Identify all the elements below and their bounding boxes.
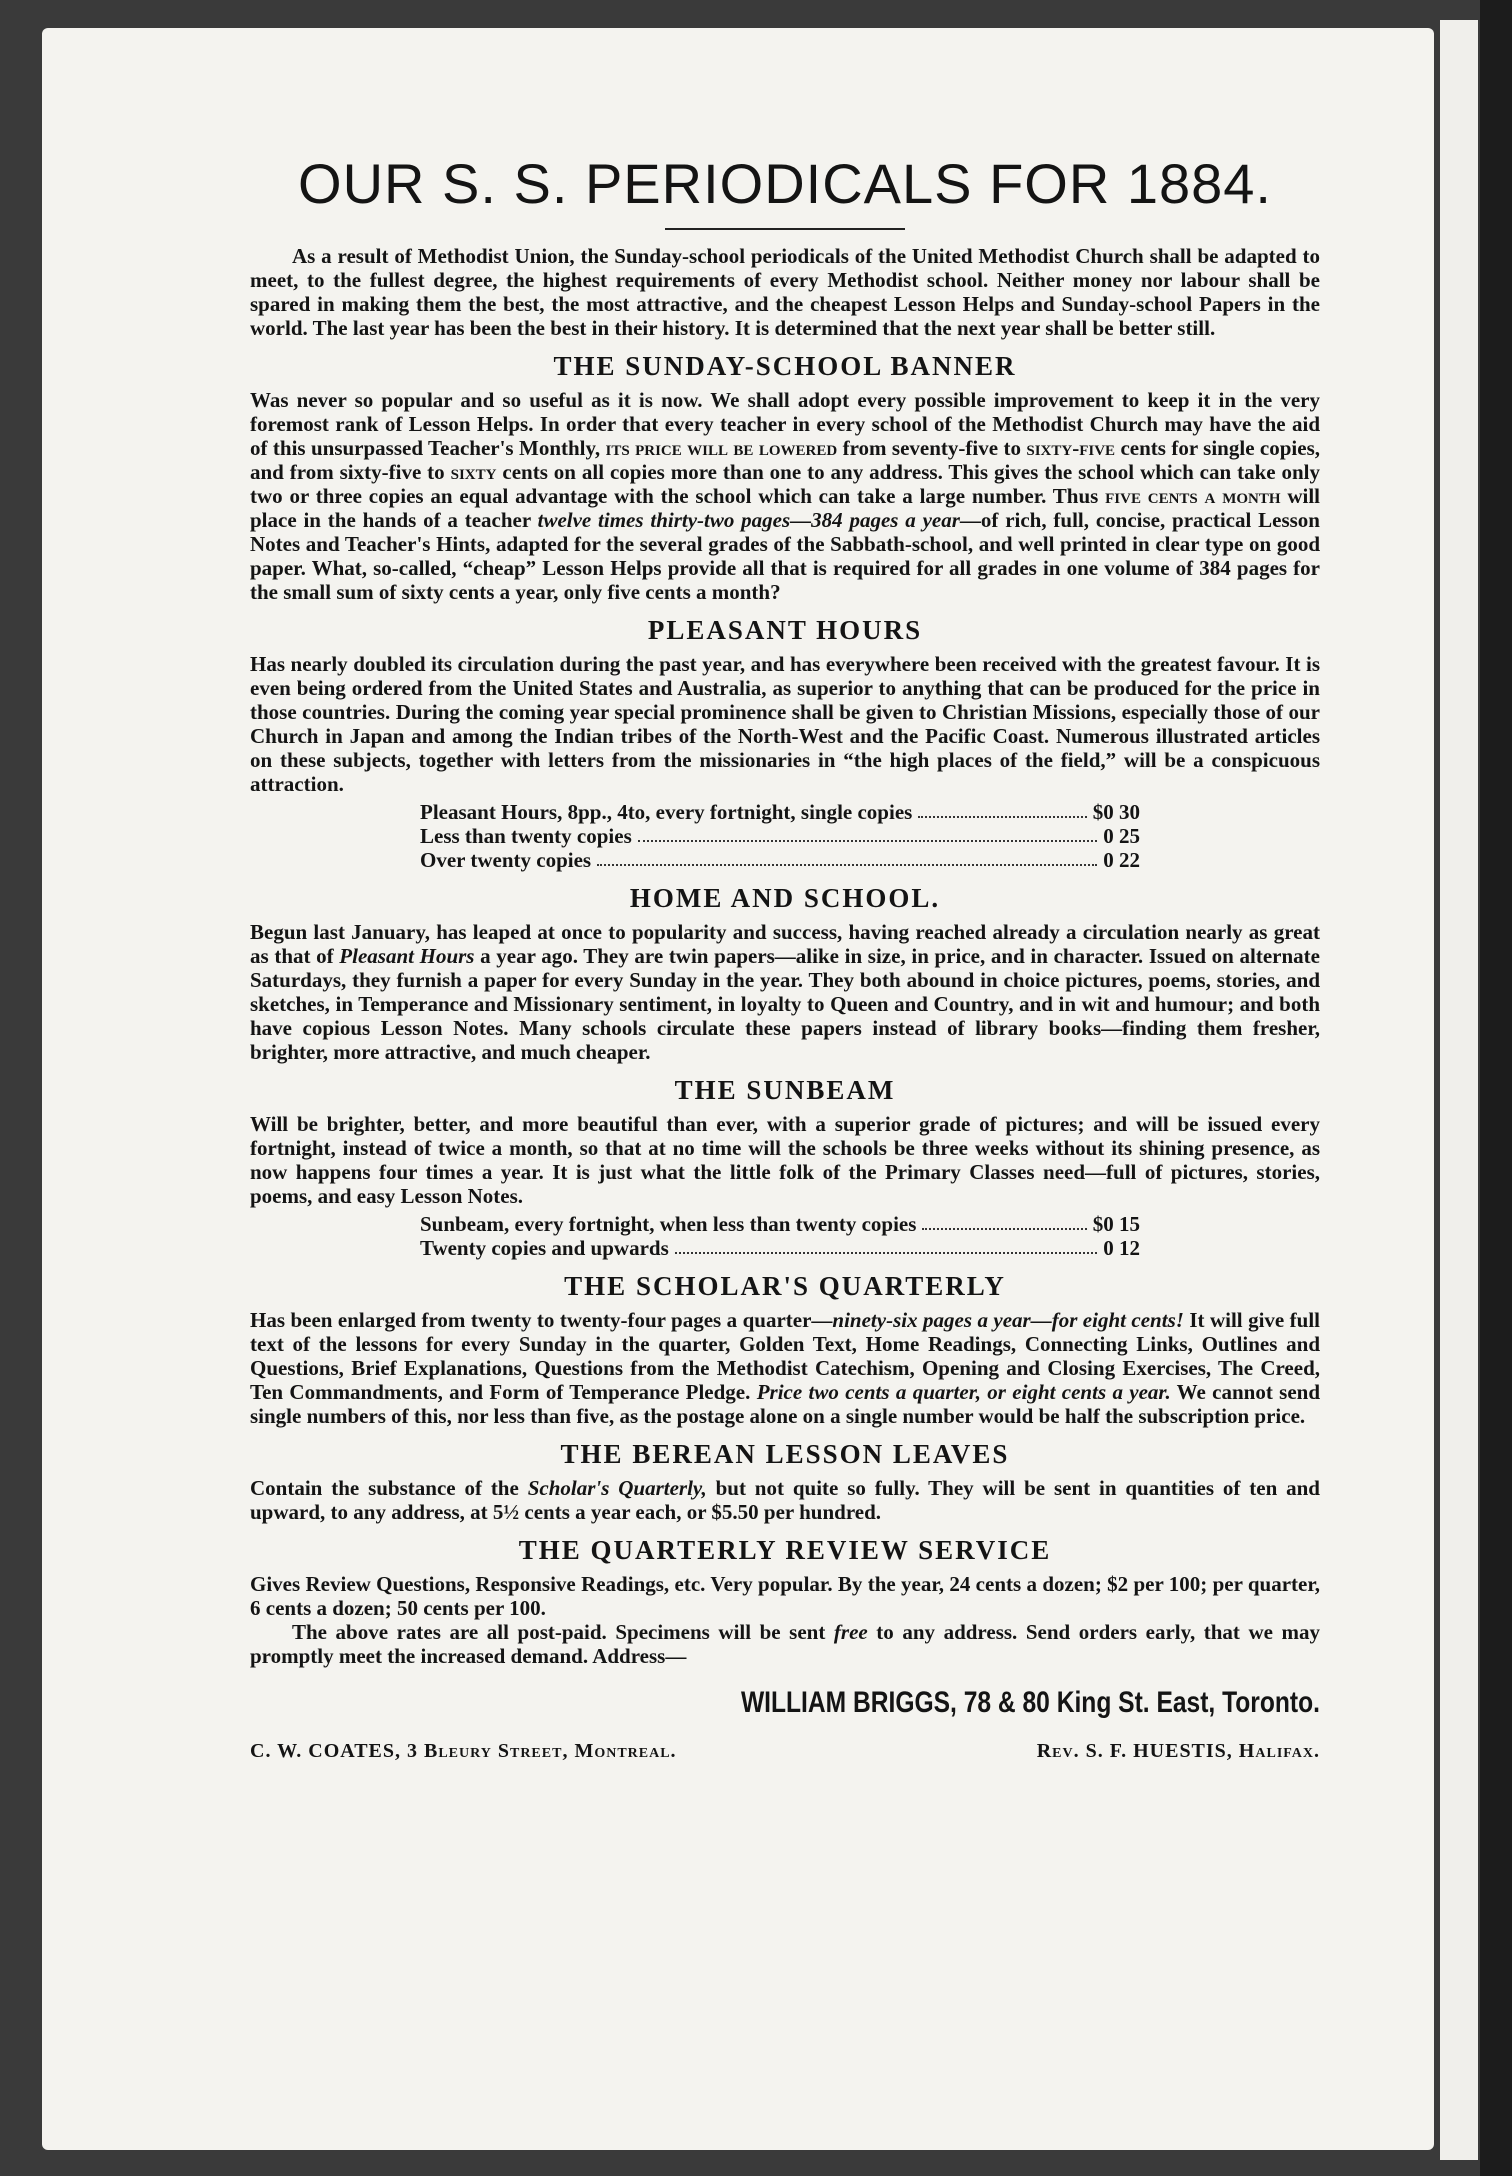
publisher-address: WILLIAM BRIGGS, 78 & 80 King St. East, Toronto. — [740, 1686, 1320, 1719]
sunbeam-price-table — [420, 1212, 1140, 1260]
page-spine — [1440, 20, 1478, 2160]
heading-quarterly-review-service: THE QUARTERLY REVIEW SERVICE — [518, 1535, 1052, 1565]
scan-edge — [1480, 0, 1512, 2176]
price-row: Twenty copies and upwards 0 12 — [420, 1236, 1140, 1260]
heading-berean-lesson-leaves: THE BEREAN LESSON LEAVES — [560, 1439, 1010, 1469]
heading-sunbeam: THE SUNBEAM — [674, 1075, 896, 1105]
price-row: Pleasant Hours, 8pp., 4to, every fortnight, single copies $0 30 — [420, 800, 1140, 824]
berean-paragraph: Contain the substance of the Scholar's Quarterly, but not quite so fully. They will be sent in quantities of ten and upward, to any address, at 5½ cents a year each, or $5.50 per hundred. — [250, 1476, 1320, 1524]
heading-scholars-quarterly: THE SCHOLAR'S QUARTERLY — [564, 1271, 1006, 1301]
agents-line — [250, 1740, 1320, 1763]
pleasant-price-table — [420, 800, 1140, 872]
home-paragraph: Begun last January, has leaped at once to popularity and success, having reached already a circulation nearly as great as that of Pleasant Hours a year ago. They are twin papers—alike in size, in price, and in character. Issued on alternate Saturdays, they furnish a paper for every Sunday in the year. They both abound in choice pictures, poems, stories, and sketches, in Temperance and Missionary sentiment, in loyalty to Queen and Country, and in wit and humour; and both have copious Lesson Notes. Many schools circulate these papers instead of library books—finding them fresher, brighter, more attractive, and much cheaper. — [250, 920, 1320, 1064]
heading-banner: THE SUNDAY-SCHOOL BANNER — [553, 351, 1017, 381]
quarterly-paragraph: Has been enlarged from twenty to twenty-four pages a quarter—ninety-six pages a year—for eight cents! It will give full text of the lessons for every Sunday in the quarter, Golden Text, Home Readings, Connecting Links, Outlines and Questions, Brief Explanations, Questions from the Methodist Catechism, Opening and Closing Exercises, The Creed, Ten Commandments, and Form of Temperance Pledge. Price two cents a quarter, or eight cents a year. We cannot send single numbers of this, nor less than five, as the postage alone on a single number would be half the subscription price. — [250, 1308, 1321, 1428]
agent-halifax: Rev. S. F. HUESTIS, Halifax. — [1036, 1740, 1320, 1762]
price-row: Less than twenty copies 0 25 — [420, 824, 1140, 848]
intro-paragraph: As a result of Methodist Union, the Sunday-school periodicals of the United Methodist Church shall be adapted to meet, to the fullest degree, the highest requirements of every Methodist school. Neither money nor labour shall be spared in making them the best, the most attractive, and the cheapest Lesson Helps and Sunday-school Papers in the world. The last year has been the best in their history. It is determined that the next year shall be better still. — [250, 244, 1320, 340]
document-body — [250, 150, 1320, 1763]
heading-home-and-school: HOME AND SCHOOL. — [629, 883, 941, 913]
review-paragraph: Gives Review Questions, Responsive Readings, etc. Very popular. By the year, 24 cents a dozen; $2 per 100; per quarter, 6 cents a dozen; 50 cents per 100. — [250, 1572, 1320, 1620]
banner-paragraph: Was never so popular and so useful as it is now. We shall adopt every possible improvement to keep it in the very foremost rank of Lesson Helps. In order that every teacher in every school of the Methodist Church may have the aid of this unsurpassed Teacher's Monthly, its price will be lowered from seventy-five to sixty-five cents for single copies, and from sixty-five to sixty cents on all copies more than one to any address. This gives the school which can take only two or three copies an equal advantage with the school which can take a large number. Thus five cents a month will place in the hands of a teacher twelve times thirty-two pages—384 pages a year—of rich, full, concise, practical Lesson Notes and Teacher's Hints, adapted for the several grades of the Sabbath-school, and well printed in clear type on good paper. What, so-called, “cheap” Lesson Helps provide all that is required for all grades in one volume of 384 pages for the small sum of sixty cents a year, only five cents a month? — [250, 388, 1321, 604]
sunbeam-paragraph: Will be brighter, better, and more beautiful than ever, with a superior grade of pictures; and will be issued every fortnight, instead of twice a month, so that at no time will the schools be three weeks without its shining presence, as now happens four times a year. It is just what the little folk of the Primary Classes need—full of pictures, stories, poems, and easy Lesson Notes. — [250, 1112, 1320, 1208]
pleasant-paragraph: Has nearly doubled its circulation during the past year, and has everywhere been received with the greatest favour. It is even being ordered from the United States and Australia, as superior to anything that can be produced for the price in those countries. During the coming year special prominence shall be given to Christian Missions, especially those of our Church in Japan and among the Indian tribes of the North-West and the Pacific Coast. Numerous illustrated articles on these subjects, together with letters from the missionaries in “the high places of the field,” will be a conspicuous attraction. — [250, 652, 1320, 796]
page-title: OUR S. S. PERIODICALS FOR 1884. — [298, 152, 1272, 215]
closing-paragraph: The above rates are all post-paid. Specimens will be sent free to any address. Send orders early, that we may promptly meet the increased demand. Address— — [250, 1620, 1321, 1668]
agent-montreal: C. W. COATES, 3 Bleury Street, Montreal. — [250, 1740, 677, 1762]
title-rule — [665, 228, 905, 230]
price-row: Over twenty copies 0 22 — [420, 848, 1140, 872]
heading-pleasant-hours: PLEASANT HOURS — [647, 615, 923, 645]
price-row: Sunbeam, every fortnight, when less than twenty copies $0 15 — [420, 1212, 1140, 1236]
